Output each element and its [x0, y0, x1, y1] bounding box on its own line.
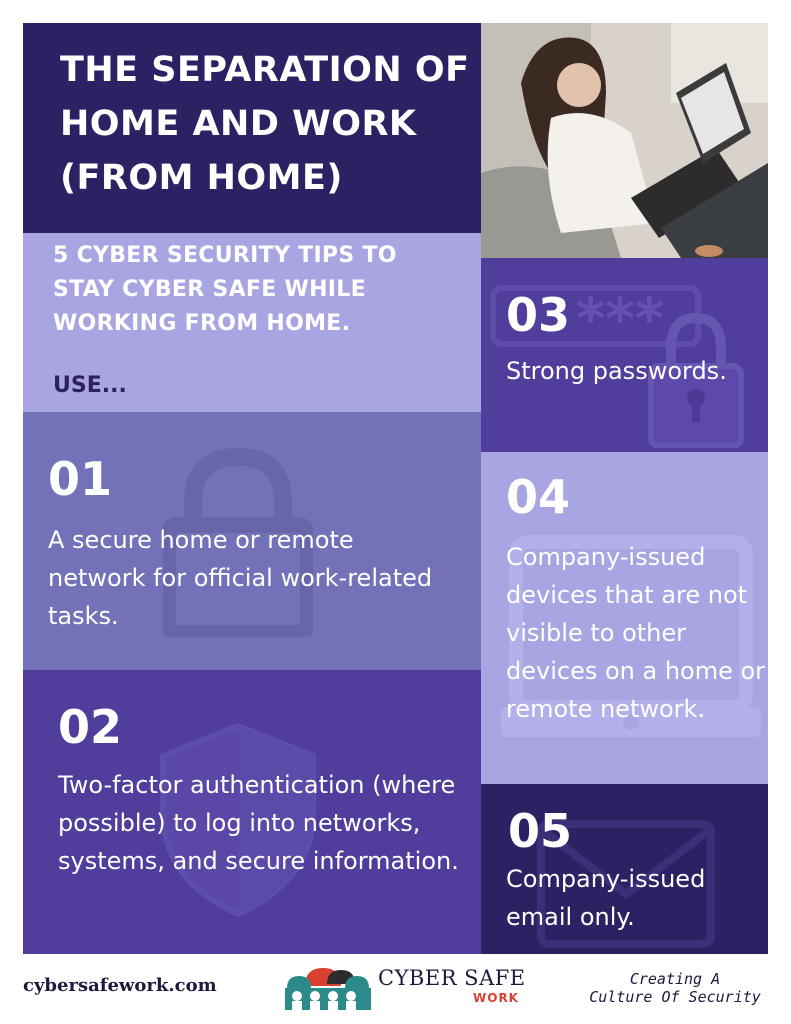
tip-number: 03: [506, 288, 571, 342]
tip-number: 01: [48, 452, 113, 506]
tip-number: 02: [58, 700, 123, 754]
hero-photo: [481, 23, 768, 258]
logo-subword: WORK: [473, 991, 519, 1005]
tagline-line-1: Creating A: [629, 970, 721, 988]
tip-number: 04: [506, 470, 571, 524]
people-group-icon: [283, 964, 375, 1012]
tagline-line-2: Culture Of Security: [589, 988, 761, 1006]
tagline: [575, 970, 775, 1006]
website-link[interactable]: cybersafework.com: [23, 975, 217, 996]
cyber-safe-work-logo: [283, 962, 533, 1014]
tip-card-05: [481, 784, 768, 954]
tip-text: Two-factor authentication (where possible) to log into networks, systems, and secure information.: [58, 771, 459, 875]
use-label: USE...: [53, 373, 127, 398]
page-subtitle: 5 CYBER SECURITY TIPS TO STAY CYBER SAFE WHILE WORKING FROM HOME.: [53, 243, 397, 336]
tip-text: Strong passwords.: [506, 357, 727, 385]
tip-text: A secure home or remote network for official work-related tasks.: [48, 526, 433, 630]
tip-card-03: [481, 258, 768, 452]
tip-card-02: [23, 670, 481, 954]
subtitle-block: [23, 233, 481, 413]
title-block: [23, 23, 481, 233]
page-title: THE SEPARATION OF HOME AND WORK (FROM HOME): [60, 50, 470, 198]
tip-text: Company-issued email only.: [506, 865, 706, 931]
tip-card-04: [481, 452, 768, 784]
tip-number: 05: [508, 804, 573, 858]
svg-text:***: ***: [576, 287, 664, 352]
logo-wordmark: CYBER SAFE: [378, 966, 526, 990]
tip-card-01: [23, 412, 481, 670]
tip-text: Company-issued devices that are not visible to other devices on a home or remote network.: [506, 543, 766, 723]
woman-laptop-photo: [481, 23, 768, 258]
